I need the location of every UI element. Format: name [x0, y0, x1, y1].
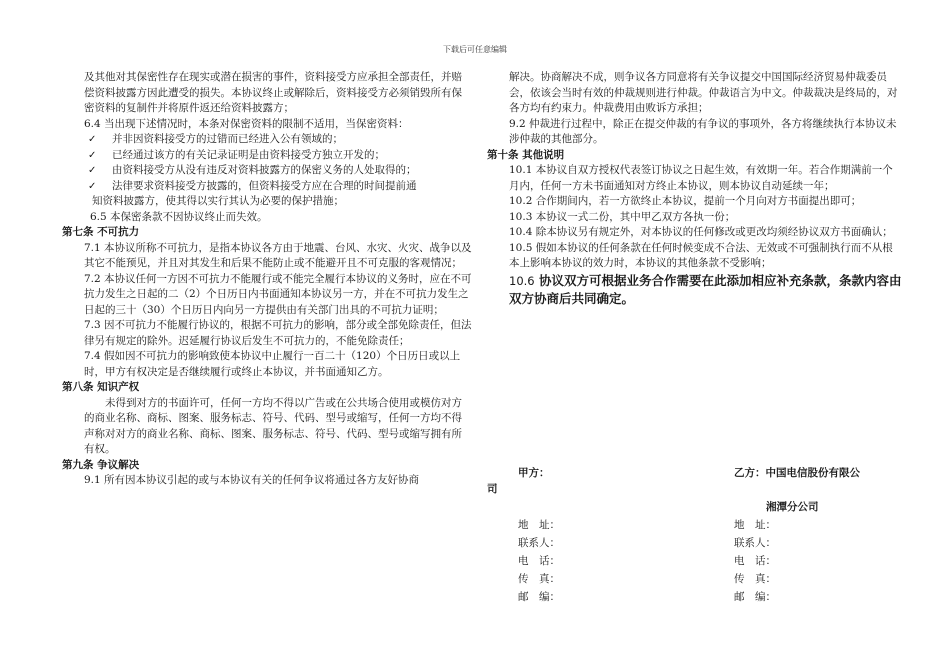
para-10-6-number: 10.6	[509, 273, 535, 288]
para-10-6-text: 协议双方可根据业务合作需要在此添加相应补充条款，条款内容由双方协商后共同确定。	[509, 272, 902, 306]
check-item-text: 法律要求资料接受方披露的，但资料接受方应在合理的时间提前通	[112, 179, 417, 192]
check-item-text: 已经通过该方的有关记录证明是由资料接受方独立开发的；	[112, 148, 385, 161]
para-6-4: 6.4 当出现下述情况时，本条对保密资料的限制不适用，当保密资料：	[84, 117, 409, 130]
checkmark-icon: ✓	[88, 134, 97, 145]
para-10-3: 10.3 本协议一式二份，其中甲乙双方各执一份；	[509, 210, 736, 223]
check-item-continuation: 知资料披露方，使其得以实行其认为必要的保护措施；	[92, 195, 344, 207]
party-a-contact-label: 联系人：	[518, 537, 560, 549]
party-a-phone-label: 电 话：	[518, 555, 560, 567]
para-10-6	[487, 272, 902, 308]
party-b-contact-label: 联系人：	[734, 537, 776, 549]
para-7-4: 7.4 假如因不可抗力的影响致使本协议中止履行一百二十（120）个日历日或以上时，甲方有权决定是否继续履行或终止本协议，并书面通知乙方。	[84, 350, 461, 378]
para-10-2: 10.2 合作期间内，若一方欲终止本协议，提前一个月向对方书面提出即可；	[509, 195, 862, 207]
party-b-label: 乙方：中国电信股份有限公	[734, 467, 860, 479]
page-header: 下载后可任意编辑	[443, 45, 507, 54]
party-a-postcode-label: 邮 编：	[518, 591, 560, 603]
check-item	[62, 163, 472, 179]
para-7-3: 7.3 因不可抗力不能履行协议的，根据不可抗力的影响，部分或全部免除责任，但法律另有规定的除外。迟延履行协议后发生不可抗力的，不能免除责任；	[84, 319, 472, 347]
check-item	[62, 132, 472, 148]
para-10-5: 10.5 假如本协议的任何条款在任何时候变成不合法、无效或不可强制执行而不从根本上影响本协议的效力时，本协议的其他条款不受影响；	[509, 241, 893, 269]
section-heading-8: 第八条 知识产权	[62, 381, 140, 393]
checkmark-icon: ✓	[88, 165, 97, 176]
para-9-1: 9.1 所有因本协议引起的或与本协议有关的任何争议将通过各方友好协商	[84, 474, 420, 486]
para-9-2: 9.2 仲裁进行过程中，除正在提交仲裁的有争议的事项外，各方将继续执行本协议未涉仲裁的其他部分。	[509, 117, 897, 145]
party-b-postcode-label: 邮 编：	[734, 591, 776, 603]
para-6-3-cont: 及其他对其保密性存在现实或潜在损害的事件，资料接受方应承担全部责任，并赔偿资料披露方因此遭受的损失。本协议终止或解除后，资料接受方必须销毁所有保密资料的复制件并将原件返还给资料披露方；	[84, 71, 462, 114]
check-item-text: 并非因资料接受方的过错而已经进入公有领域的；	[112, 133, 343, 145]
check-item-text: 由资料接受方从没有违反对资料披露方的保密义务的人处取得的；	[112, 164, 417, 176]
para-6-5: 6.5 本保密条款不因协议终止而失效。	[90, 210, 268, 223]
para-7-1: 7.1 本协议所称不可抗力，是指本协议各方由于地震、台风、水灾、火灾、战争以及其它不能预见，并且对其发生和后果不能防止或不能避开且不可克服的客观情况；	[84, 241, 472, 269]
para-9-1-cont: 解决。协商解决不成，则争议各方同意将有关争议提交中国国际经济贸易仲裁委员会，依该会当时有效的仲裁规则进行仲裁。仲裁语言为中文。仲裁裁决是终局的，对各方均有约束力。仲裁费用由败诉方承担；	[509, 71, 898, 114]
left-column	[62, 70, 472, 489]
checkmark-icon: ✓	[88, 149, 97, 161]
party-a-address-label: 地 址：	[518, 519, 560, 531]
check-item	[62, 148, 472, 164]
checkmark-icon: ✓	[88, 180, 97, 192]
party-b-address-label: 地 址：	[734, 519, 776, 531]
party-b-label-wrap: 司	[487, 483, 498, 495]
party-b-fax-label: 传 真：	[734, 573, 776, 585]
check-item	[62, 179, 472, 195]
section-heading-10: 第十条 其他说明	[487, 148, 565, 161]
para-10-4: 10.4 除本协议另有规定外，对本协议的任何修改或更改均须经协议双方书面确认；	[509, 226, 893, 238]
party-b-branch: 湘潭分公司	[766, 501, 819, 513]
para-8: 未得到对方的书面许可，任何一方均不得以广告或在公共场合使用或模仿对方的商业名称、商标、图案、服务标志、符号、代码、型号或缩写，任何一方均不得声称对对方的商业名称、商标、图案、服务标志、符号、代码、型号或缩写拥有所有权。	[84, 396, 462, 455]
party-a-fax-label: 传 真：	[518, 573, 560, 585]
party-b-phone-label: 电 话：	[734, 555, 776, 567]
section-heading-7: 第七条 不可抗力	[62, 226, 140, 238]
para-7-2: 7.2 本协议任何一方因不可抗力不能履行或不能完全履行本协议的义务时，应在不可抗力发生之日起的二（2）个日历日内书面通知本协议另一方，并在不可抗力发生之日起的三十（30）个日历日内向另一方提供由有关部门出具的不可抗力证明；	[84, 272, 472, 316]
section-heading-9: 第九条 争议解决	[62, 458, 140, 471]
para-10-1: 10.1 本协议自双方授权代表签订协议之日起生效，有效期一年。若合作期满前一个月内，任何一方未书面通知对方终止本协议，则本协议自动延续一年；	[509, 164, 893, 192]
right-column	[487, 70, 902, 308]
party-a-label: 甲方：	[518, 467, 550, 479]
